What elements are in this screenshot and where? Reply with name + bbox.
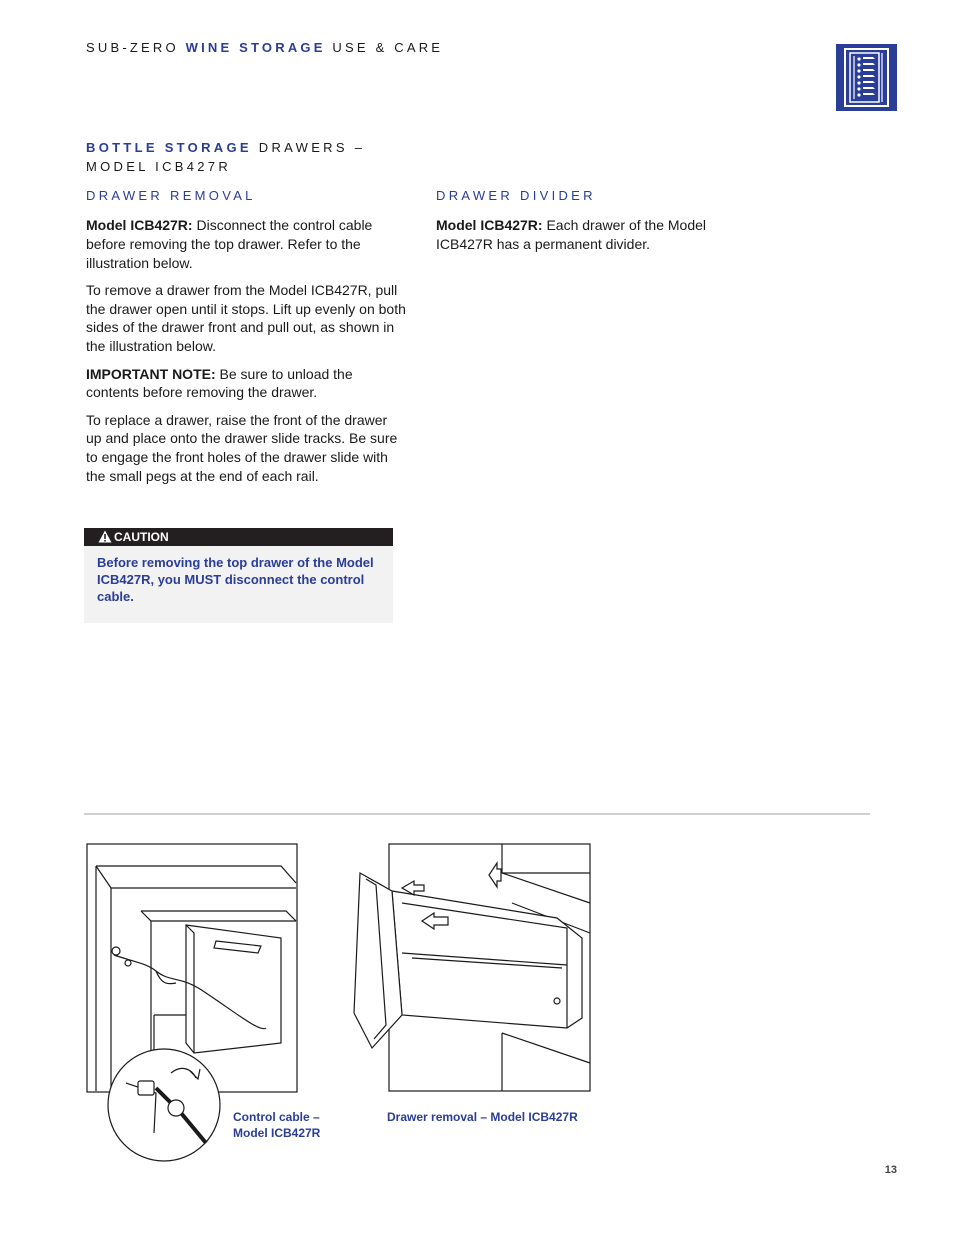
paragraph-text: Be sure to unload the contents before removing the drawer. [86,365,353,401]
header-prefix: SUB-ZERO [86,40,179,55]
caption-line: Control cable – [233,1110,320,1124]
paragraph: To replace a drawer, raise the front of the drawer up and place onto the drawer slide tracks. Be sure to engage the front holes of the drawer slide with the small pegs at the end of each rail. [86,411,398,485]
paragraph-text: Each drawer of the Model ICB427R has a permanent divider. [436,217,706,252]
drawer-divider-body [436,216,736,262]
section-title-model: MODEL ICB427R [86,159,232,174]
paragraph [86,216,406,272]
page-number: 13 [884,1164,897,1176]
warning-triangle-icon [98,530,112,548]
caution-label: CAUTION [114,530,169,544]
section-title-bold: BOTTLE STORAGE [86,140,252,155]
caption-line: Model ICB427R [233,1126,321,1140]
section-title-rest: DRAWERS – [258,140,366,155]
caution-text: Before removing the top drawer of the Model ICB427R, you MUST disconnect the control cable. [97,555,374,604]
section-title [86,138,416,176]
header-brand: WINE STORAGE [185,40,326,55]
paragraph-label: Model ICB427R: [436,217,543,233]
section-divider [84,813,870,815]
caution-bar [84,528,393,546]
wine-rack-icon [836,44,897,111]
running-header [86,40,443,55]
paragraph [86,365,406,403]
drawer-removal-body [86,216,406,494]
header-suffix: USE & CARE [332,40,444,55]
paragraph [436,216,736,254]
paragraph-text: Disconnect the control cable before removing the top drawer. Refer to the illustration below. [86,217,373,271]
figure-caption-drawer-removal: Drawer removal – Model ICB427R [387,1110,578,1124]
drawer-removal-illustration [352,843,592,1093]
figure-caption-control-cable [233,1109,320,1141]
drawer-removal-heading: DRAWER REMOVAL [86,188,256,203]
drawer-divider-heading: DRAWER DIVIDER [436,188,596,203]
caution-box [84,528,393,623]
important-note-label: IMPORTANT NOTE: [86,365,216,382]
paragraph: To remove a drawer from the Model ICB427R, pull the drawer open until it stops. Lift up evenly on both sides of the drawer front and pull out, as shown in the illustration below. [86,281,406,355]
paragraph-label: Model ICB427R: [86,217,193,233]
